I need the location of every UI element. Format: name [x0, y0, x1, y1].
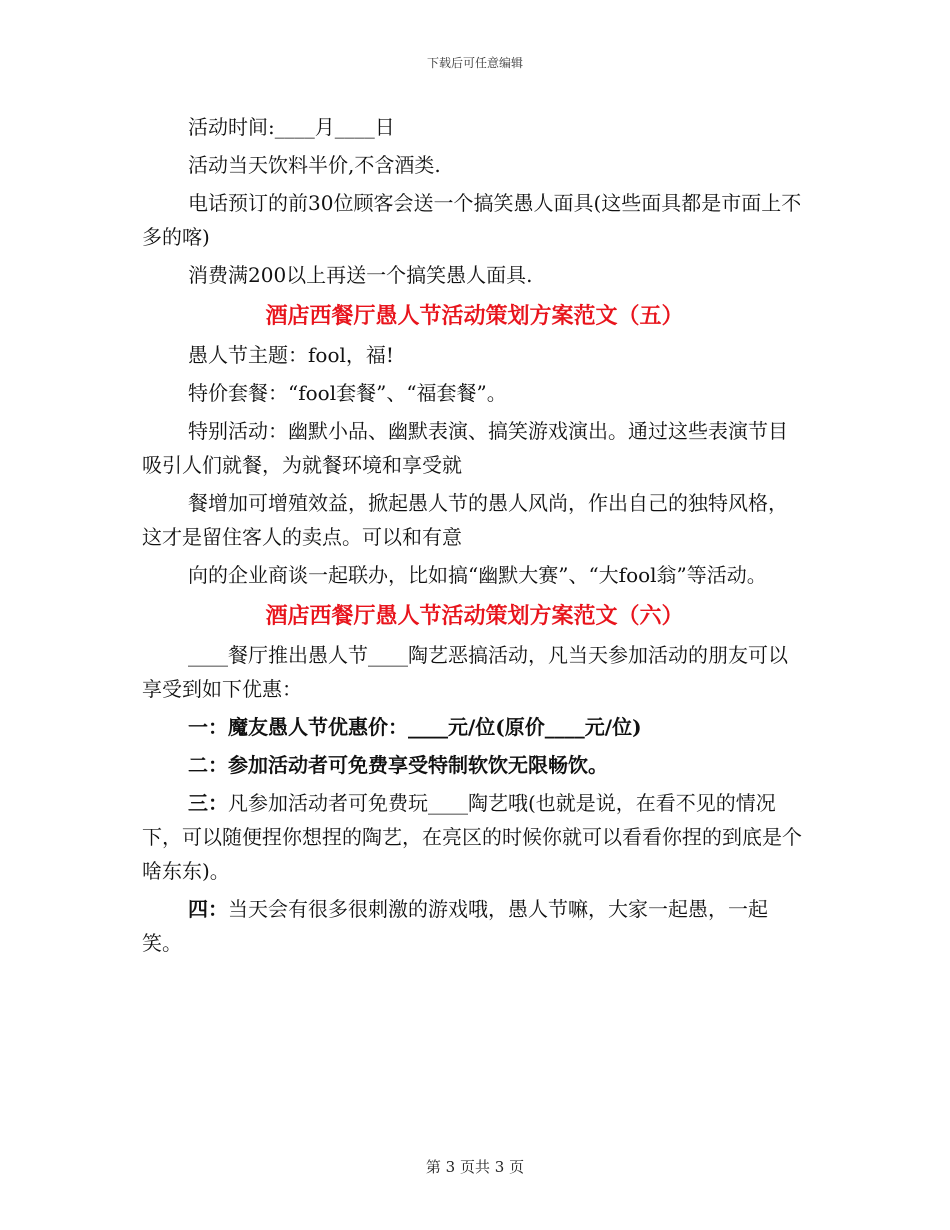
paragraph-offer-4	[142, 892, 807, 960]
paragraph-special-activities: 特别活动：幽默小品、幽默表演、搞笑游戏演出。通过这些表演节目吸引人们就餐，为就餐环境和享受就	[142, 419, 788, 477]
document-body	[142, 110, 807, 964]
paragraph-theme: 愚人节主题：fool，福!	[188, 343, 394, 367]
paragraph-activity-time: 活动时间:____月____日	[188, 115, 395, 139]
paragraph-benefit: 餐增加可增殖效益，掀起愚人节的愚人风尚，作出自己的独特风格，这才是留住客人的卖点。可以和有意	[142, 491, 788, 549]
paragraph-drink-discount: 活动当天饮料半价,不含酒类.	[188, 153, 441, 177]
section-heading-5: 酒店西餐厅愚人节活动策划方案范文（五）	[265, 303, 684, 329]
offer-4-text: 当天会有很多很刺激的游戏哦，愚人节嘛，大家一起愚，一起笑。	[142, 897, 768, 955]
paragraph-spend-gift: 消费满200以上再送一个搞笑愚人面具.	[188, 263, 533, 287]
paragraph-special-set: 特价套餐：“fool套餐”、“福套餐”。	[188, 381, 507, 405]
offer-4-label: 四：	[188, 897, 228, 921]
page-footer: 第 3 页共 3 页	[425, 1158, 525, 1176]
section-heading-6: 酒店西餐厅愚人节活动策划方案范文（六）	[265, 603, 684, 629]
paragraph-offer-2: 二：参加活动者可免费享受特制软饮无限畅饮。	[188, 753, 608, 777]
paragraph-joint-event: 向的企业商谈一起联办，比如搞“幽默大赛”、“大fool翁”等活动。	[188, 563, 767, 587]
paragraph-offer-3	[142, 786, 807, 888]
offer-3-label: 三：	[188, 791, 228, 815]
page-header: 下载后可任意编辑	[426, 56, 523, 70]
paragraph-restaurant-event: ____餐厅推出愚人节____陶艺恶搞活动，凡当天参加活动的朋友可以享受到如下优惠：	[142, 643, 788, 701]
paragraph-offer-1: 一：魔友愚人节优惠价：____元/位(原价____元/位)	[188, 715, 642, 739]
offer-3-text: 凡参加活动者可免费玩____陶艺哦(也就是说，在看不见的情况下，可以随便捏你想捏的陶艺，在亮区的时候你就可以看看你捏的到底是个啥东东)。	[142, 791, 802, 883]
paragraph-phone-booking: 电话预订的前30位顾客会送一个搞笑愚人面具(这些面具都是市面上不多的喀)	[142, 191, 802, 249]
